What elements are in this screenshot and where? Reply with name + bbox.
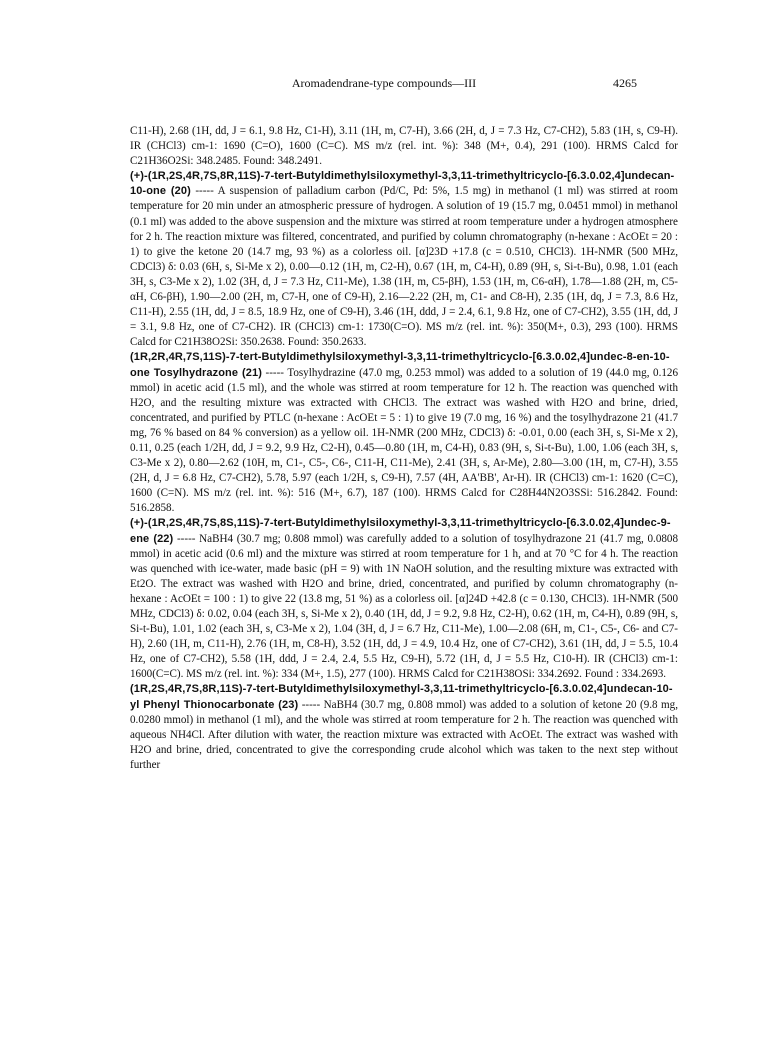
compound-21-procedure: ----- Tosylhydrazine (47.0 mg, 0.253 mmol) was added to a solution of 19 (44.0 mg, 0.126 mmol) in acetic acid (1.5 ml), and the whole was stirred at room temperature for 12 h. The reaction was quenched with H2O, and the resulting mixture was extracted with CHCl3. The extract was washed with H2O and brine, dried, concentrated, and purified by PTLC (n-hexane : AcOEt = 5 : 1) to give 19 (7.0 mg, 16 %) and the tosylhydrazone 21 (41.7 mg, 76 % based on 84 % conversion) as a yellow oil. 1H-NMR (200 MHz, CDCl3) δ: -0.01, 0.00 (each 3H, s, Si-Me x 2), 0.11, 0.25 (each 1/2H, dd, J = 9.2, 9.9 Hz, C2-H), 0.45—0.80 (1H, m, C4-H), 0.83 (9H, s, Si-t-Bu), 1.00, 1.06 (each 3H, s, C3-Me x 2), 0.80—2.62 (10H, m, C1-, C5-, C6-, C11-H, C11-Me), 2.41 (3H, s, Ar-Me), 2.80—3.00 (1H, m, C7-H), 3.55 (2H, d, J = 6.8 Hz, C7-CH2), 5.78, 5.97 (each 1/2H, s, C9-H), 7.57 (4H, AA'BB', Ar-H). IR (CHCl3) cm-1: 1620 (C=C), 1600 (C=N). MS m/z (rel. int. %): 516 (M+, 6.7), 187 (100). HRMS Calcd for C28H44N2O3SSi: 516.2842. Found: 516.2858.: [130, 366, 678, 515]
experimental-23: [130, 682, 678, 773]
experimental-21: [130, 350, 678, 516]
page-number: 4265: [613, 76, 637, 90]
compound-23-procedure: ----- NaBH4 (30.7 mg, 0.808 mmol) was added to a solution of ketone 20 (9.8 mg, 0.0280 mmol) in methanol (1 ml), and the whole was stirred at room temperature for 2 h. The reaction was quenched with aqueous NH4Cl. After dilution with water, the reaction mixture was extracted with AcOEt. The extract was washed with H2O and brine, dried, concentrated to give the corresponding crude alcohol which was taken to the next step without further: [130, 698, 678, 771]
paragraph-continuation: C11-H), 2.68 (1H, dd, J = 6.1, 9.8 Hz, C1-H), 3.11 (1H, m, C7-H), 3.66 (2H, d, J = 7.3 Hz, C7-CH2), 5.83 (1H, s, C9-H). IR (CHCl3) cm-1: 1690 (C=O), 1600 (C=C). MS m/z (rel. int. %): 348 (M+, 0.4), 291 (100). HRMS Calcd for C21H36O2Si: 348.2485. Found: 348.2491.: [130, 125, 678, 168]
compound-20-procedure: ----- A suspension of palladium carbon (Pd/C, Pd: 5%, 1.5 mg) in methanol (1 ml) was stirred at room temperature for 20 min under an atmospheric pressure of hydrogen. A solution of 19 (15.7 mg, 0.0451 mmol) in methanol (0.1 ml) was added to the above suspension and the mixture was stirred at room temperature under a hydrogen atmosphere for 2 h. The reaction mixture was filtered, concentrated, and purified by column chromatography (n-hexane : AcOEt = 20 : 1) to give the ketone 20 (14.7 mg, 93 %) as a colorless oil. [α]23D +17.8 (c = 0.510, CHCl3). 1H-NMR (500 MHz, CDCl3) δ: 0.03 (6H, s, Si-Me x 2), 0.00—0.12 (1H, m, C2-H), 0.67 (1H, m, C4-H), 0.89 (9H, s, Si-t-Bu), 0.98, 1.01 (each 3H, s, C3-Me x 2), 1.02 (3H, d, J = 7.3 Hz, C11-Me), 1.38 (1H, m, C5-βH), 1.53 (1H, m, C6-αH), 1.78—1.88 (2H, m, C5-αH, C6-βH), 1.90—2.00 (2H, m, C7-H, one of C9-H), 2.16—2.22 (2H, m, C1- and C8-H), 2.35 (1H, dq, J = 7.3, 8.6 Hz, C11-H), 2.55 (1H, dd, J = 8.5, 18.9 Hz, one of C9-H), 3.46 (1H, ddd, J = 2.4, 6.1, 9.8 Hz, one of C7-CH2), 3.55 (1H, dd, J = 3.1, 9.8 Hz, one of C7-CH2). IR (CHCl3) cm-1: 1730(C=O). MS m/z (rel. int. %): 350(M+, 0.3), 293 (100). HRMS Calcd for C21H38O2Si: 350.2638. Found: 350.2633.: [130, 185, 678, 349]
compound-23-heading: (1R,2S,4R,7S,8R,11S)-7-tert-Butyldimethylsiloxymethyl-3,3,11-trimethyltricyclo-[6.3.0.02,4]undecan-10-yl Phenyl Thionocarbonate (23): [130, 683, 673, 711]
compound-21-heading: (1R,2R,4R,7S,11S)-7-tert-Butyldimethylsiloxymethyl-3,3,11-trimethyltricyclo-[6.3.0.02,4]undec-8-en-10-one Tosylhydrazone (21): [130, 351, 670, 379]
experimental-22: [130, 516, 678, 682]
experimental-20: [130, 169, 678, 350]
running-title: Aromadendrane-type compounds—III: [291, 76, 477, 90]
page-header: [0, 76, 768, 96]
main-text: [130, 124, 678, 773]
compound-20-heading: (+)-(1R,2S,4R,7S,8R,11S)-7-tert-Butyldimethylsiloxymethyl-3,3,11-trimethyltricyclo-[6.3.0.02,4]undecan-10-one (20): [130, 170, 675, 198]
compound-22-heading: (+)-(1R,2S,4R,7S,8S,11S)-7-tert-Butyldimethylsiloxymethyl-3,3,11-trimethyltricyclo-[6.3.0.02,4]undec-9-ene (22): [130, 517, 671, 545]
compound-22-procedure: ----- NaBH4 (30.7 mg; 0.808 mmol) was carefully added to a solution of tosylhydrazone 21 (41.7 mg, 0.0808 mmol) in acetic acid (0.6 ml) and the mixture was stirred at room temperature for 1 h, and at 70 °C for 4 h. The reaction was quenched with ice-water, made basic (pH = 9) with 1N NaOH solution, and the resulting mixture was extracted with Et2O. The extract was washed with H2O and brine, dried, concentrated, and purified by column chromatography (n-hexane : AcOEt = 100 : 1) to give 22 (13.8 mg, 51 %) as a colorless oil. [α]24D +42.8 (c = 0.130, CHCl3). 1H-NMR (500 MHz, CDCl3) δ: 0.02, 0.04 (each 3H, s, Si-Me x 2), 0.40 (1H, dd, J = 9.2, 9.8 Hz, C2-H), 0.62 (1H, m, C4-H), 0.89 (9H, s, Si-t-Bu), 1.01, 1.02 (each 3H, s, C3-Me x 2), 1.04 (3H, d, J = 6.7 Hz, C11-Me), 1.00—2.08 (6H, m, C1-, C5-, C6- and C7-H), 2.60 (1H, m, C11-H), 2.76 (1H, m, C8-H), 3.52 (1H, dd, J = 4.9, 10.4 Hz, one of C7-CH2), 3.61 (1H, dd, J = 5.5, 10.4 Hz, one of C7-CH2), 5.58 (1H, ddd, J = 2.4, 2.4, 5.5 Hz, C9-H), 5.72 (1H, d, J = 5.5 Hz, C10-H). IR (CHCl3) cm-1: 1600(C=C). MS m/z (rel. int. %): 334 (M+, 1.5), 277 (100). HRMS Calcd for C21H38OSi: 334.2692. Found : 334.2693.: [130, 532, 679, 681]
